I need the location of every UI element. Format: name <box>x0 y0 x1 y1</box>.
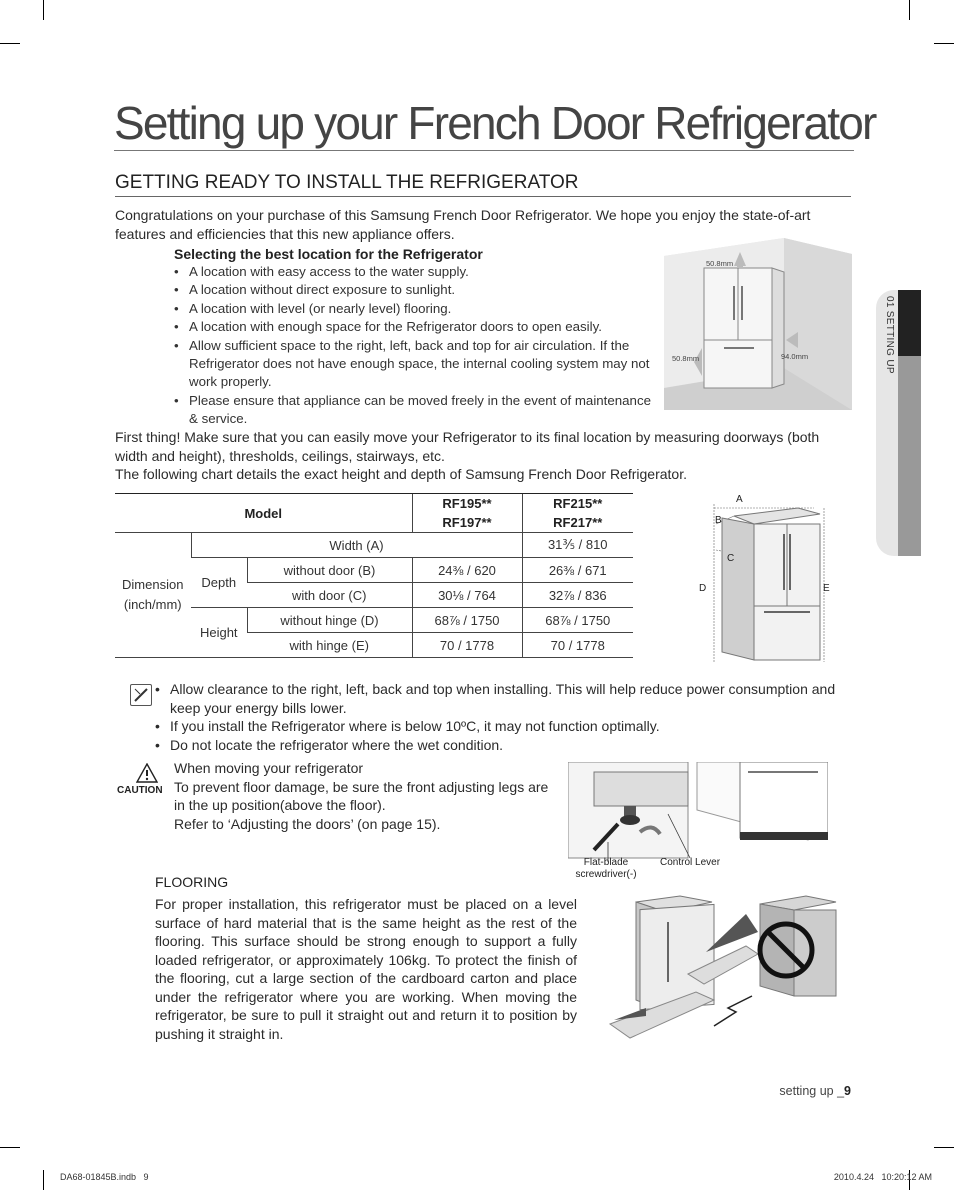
row-value: 68⅞ / 1750 <box>522 608 633 633</box>
model-name: RF217** <box>553 515 603 530</box>
caution-block <box>174 759 554 833</box>
caution-ref: Refer to ‘Adjusting the doors’ (on page 15). <box>174 815 441 832</box>
row-value: 24⅜ / 620 <box>412 558 522 583</box>
clearance-top-label: 50.8mm <box>706 259 734 268</box>
dimension-label <box>115 533 191 658</box>
crop-mark <box>934 43 954 44</box>
list-item: • Do not locate the refrigerator where the wet condition. <box>155 736 855 755</box>
width-value: 31⅗ / 810 <box>522 533 633 558</box>
dimension-text: Dimension <box>122 577 184 592</box>
list-item: • Please ensure that appliance can be moved freely in the event of maintenance & service. <box>174 392 654 429</box>
table-row <box>115 533 633 558</box>
print-timestamp: 2010.4.24 10:20:12 AM <box>833 1172 932 1182</box>
dim-label-a: A <box>736 494 743 505</box>
clearance-figure <box>664 238 852 410</box>
row-value: 32⅞ / 836 <box>522 583 633 608</box>
row-value: 30⅛ / 764 <box>412 583 522 608</box>
model-name: RF197** <box>442 515 492 530</box>
side-tab-label: 01 SETTING UP <box>884 296 895 374</box>
leg-figure <box>568 762 828 862</box>
pencil-icon <box>131 685 151 705</box>
section-heading: GETTING READY TO INSTALL THE REFRIGERATOR <box>115 172 851 197</box>
dimension-figure <box>698 494 838 666</box>
row-value: 26⅜ / 671 <box>522 558 633 583</box>
list-item: • Allow clearance to the right, left, back and top when installing. This will help reduce power consumption and keep your energy bills lower. <box>155 680 855 717</box>
row-label: with hinge (E) <box>247 633 412 658</box>
caution-title: When moving your refrigerator <box>174 760 364 776</box>
list-item: • Allow sufficient space to the right, left, back and top for air circulation. If the Refrigerator does not have enough space, the internal cooling system may not work properly. <box>174 337 654 392</box>
notes-list <box>155 680 855 754</box>
screwdriver-label: Flat-blade screwdriver(-) <box>575 857 637 880</box>
dim-label-c: C <box>727 553 735 564</box>
location-block <box>174 246 654 429</box>
width-label: Width (A) <box>191 533 522 558</box>
row-label: without hinge (D) <box>247 608 412 633</box>
model-col2 <box>522 494 633 533</box>
page-title: Setting up your French Door Refrigerator <box>114 97 876 149</box>
list-item: • A location with easy access to the water supply. <box>174 263 654 281</box>
row-value: 70 / 1778 <box>412 633 522 658</box>
row-value: 68⅞ / 1750 <box>412 608 522 633</box>
intro-paragraph: Congratulations on your purchase of this Samsung French Door Refrigerator. We hope you enjoy the state-of-art features and efficiencies that this new appliance offers. <box>115 207 811 242</box>
first-thing-paragraph: First thing! Make sure that you can easily move your Refrigerator to its final location by measuring doorways (both width and height), thresholds, ceilings, stairways, etc. <box>115 429 820 464</box>
page-number: 9 <box>844 1084 851 1098</box>
table-row <box>115 558 633 583</box>
table-row <box>115 608 633 633</box>
row-value: 70 / 1778 <box>522 633 633 658</box>
dimension-table <box>115 493 633 658</box>
height-label: Height <box>191 608 247 658</box>
clearance-right-label: 94.0mm <box>781 352 809 361</box>
list-item: • A location with level (or nearly level) flooring. <box>174 300 654 318</box>
side-tab-marker <box>898 290 921 356</box>
dim-label-e: E <box>823 583 830 594</box>
list-item: • If you install the Refrigerator where is below 10ºC, it may not function optimally. <box>155 717 855 736</box>
list-item: • A location with enough space for the Refrigerator doors to open easily. <box>174 318 654 336</box>
depth-label: Depth <box>191 558 247 608</box>
crop-mark <box>0 43 20 44</box>
row-label: with door (C) <box>247 583 412 608</box>
crop-mark <box>0 1147 20 1148</box>
crop-mark <box>934 1147 954 1148</box>
crop-mark <box>43 1170 44 1190</box>
clearance-left-label: 50.8mm <box>672 354 700 363</box>
list-item: • A location without direct exposure to sunlight. <box>174 281 654 299</box>
page-footer <box>700 1084 851 1098</box>
crop-mark <box>909 0 910 20</box>
warning-triangle-icon <box>136 763 158 783</box>
model-name: RF215** <box>553 496 603 511</box>
dim-label-b: B <box>715 515 722 526</box>
location-list <box>174 263 654 429</box>
moving-refrigerator-illustration <box>606 892 851 1042</box>
flooring-body: For proper installation, this refrigerator must be placed on a level surface of hard material that is the same height as the rest of the flooring. This surface should be strong enough to support a fully loaded refrigerator, or approximately 106kg. To protect the finish of the flooring, cut a large section of the cardboard carton and place under the refrigerator where you are working. When moving the refrigerator, be sure to pull it straight out and return it to position by pushing it straight in. <box>155 896 577 1042</box>
note-icon <box>130 684 152 706</box>
chart-intro: The following chart details the exact height and depth of Samsung French Door Refrigerator. <box>115 466 687 482</box>
crop-mark <box>43 0 44 20</box>
control-lever-label: Control Lever <box>660 857 721 868</box>
dimension-unit: (inch/mm) <box>123 597 182 612</box>
model-col1 <box>412 494 522 533</box>
refrigerator-clearance-illustration <box>664 238 852 410</box>
footer-label: setting up _ <box>779 1084 845 1098</box>
flooring-heading: FLOORING <box>155 874 229 890</box>
model-name: RF195** <box>442 496 492 511</box>
row-label: without door (B) <box>247 558 412 583</box>
dim-label-d: D <box>699 583 707 594</box>
adjusting-leg-illustration <box>568 762 828 862</box>
flooring-figure <box>606 892 851 1042</box>
caution-label: CAUTION <box>117 785 163 796</box>
caution-body: To prevent floor damage, be sure the front adjusting legs are in the up position(above the floor). <box>174 778 549 813</box>
location-heading: Selecting the best location for the Refrigerator <box>174 246 483 262</box>
model-header: Model <box>115 494 412 533</box>
print-file-label: DA68-01845B.indb 9 <box>60 1172 149 1182</box>
